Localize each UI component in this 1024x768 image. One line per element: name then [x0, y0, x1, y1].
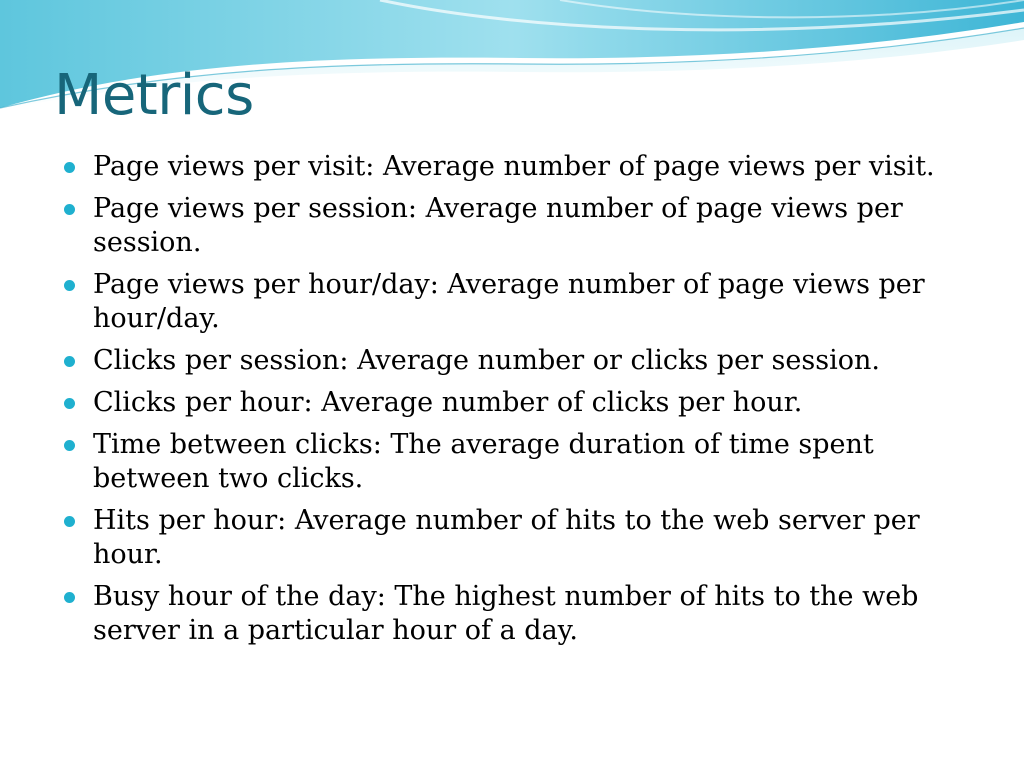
bullet-icon: [64, 440, 75, 451]
bullet-text: Page views per hour/day: Average number of page views per hour/day.: [93, 269, 925, 334]
bullet-text: Busy hour of the day: The highest number of hits to the web server in a particular hour of a day.: [93, 581, 919, 646]
list-item: [62, 504, 962, 572]
list-item: [62, 268, 962, 336]
bullet-icon: [64, 398, 75, 409]
bullet-text: Clicks per hour: Average number of clicks per hour.: [93, 387, 803, 418]
bullet-icon: [64, 516, 75, 527]
bullet-text: Clicks per session: Average number or clicks per session.: [93, 345, 880, 376]
bullet-icon: [64, 204, 75, 215]
list-item: [62, 386, 962, 420]
list-item: [62, 344, 962, 378]
bullet-text: Hits per hour: Average number of hits to the web server per hour.: [93, 505, 920, 570]
bullet-list: [62, 150, 962, 656]
bullet-text: Time between clicks: The average duration of time spent between two clicks.: [93, 429, 874, 494]
slide-title: Metrics: [54, 63, 254, 128]
bullet-text: Page views per visit: Average number of page views per visit.: [93, 151, 935, 182]
list-item: [62, 192, 962, 260]
list-item: [62, 428, 962, 496]
list-item: [62, 580, 962, 648]
bullet-icon: [64, 280, 75, 291]
bullet-icon: [64, 356, 75, 367]
list-item: [62, 150, 962, 184]
bullet-icon: [64, 592, 75, 603]
bullet-icon: [64, 162, 75, 173]
bullet-text: Page views per session: Average number of page views per session.: [93, 193, 903, 258]
